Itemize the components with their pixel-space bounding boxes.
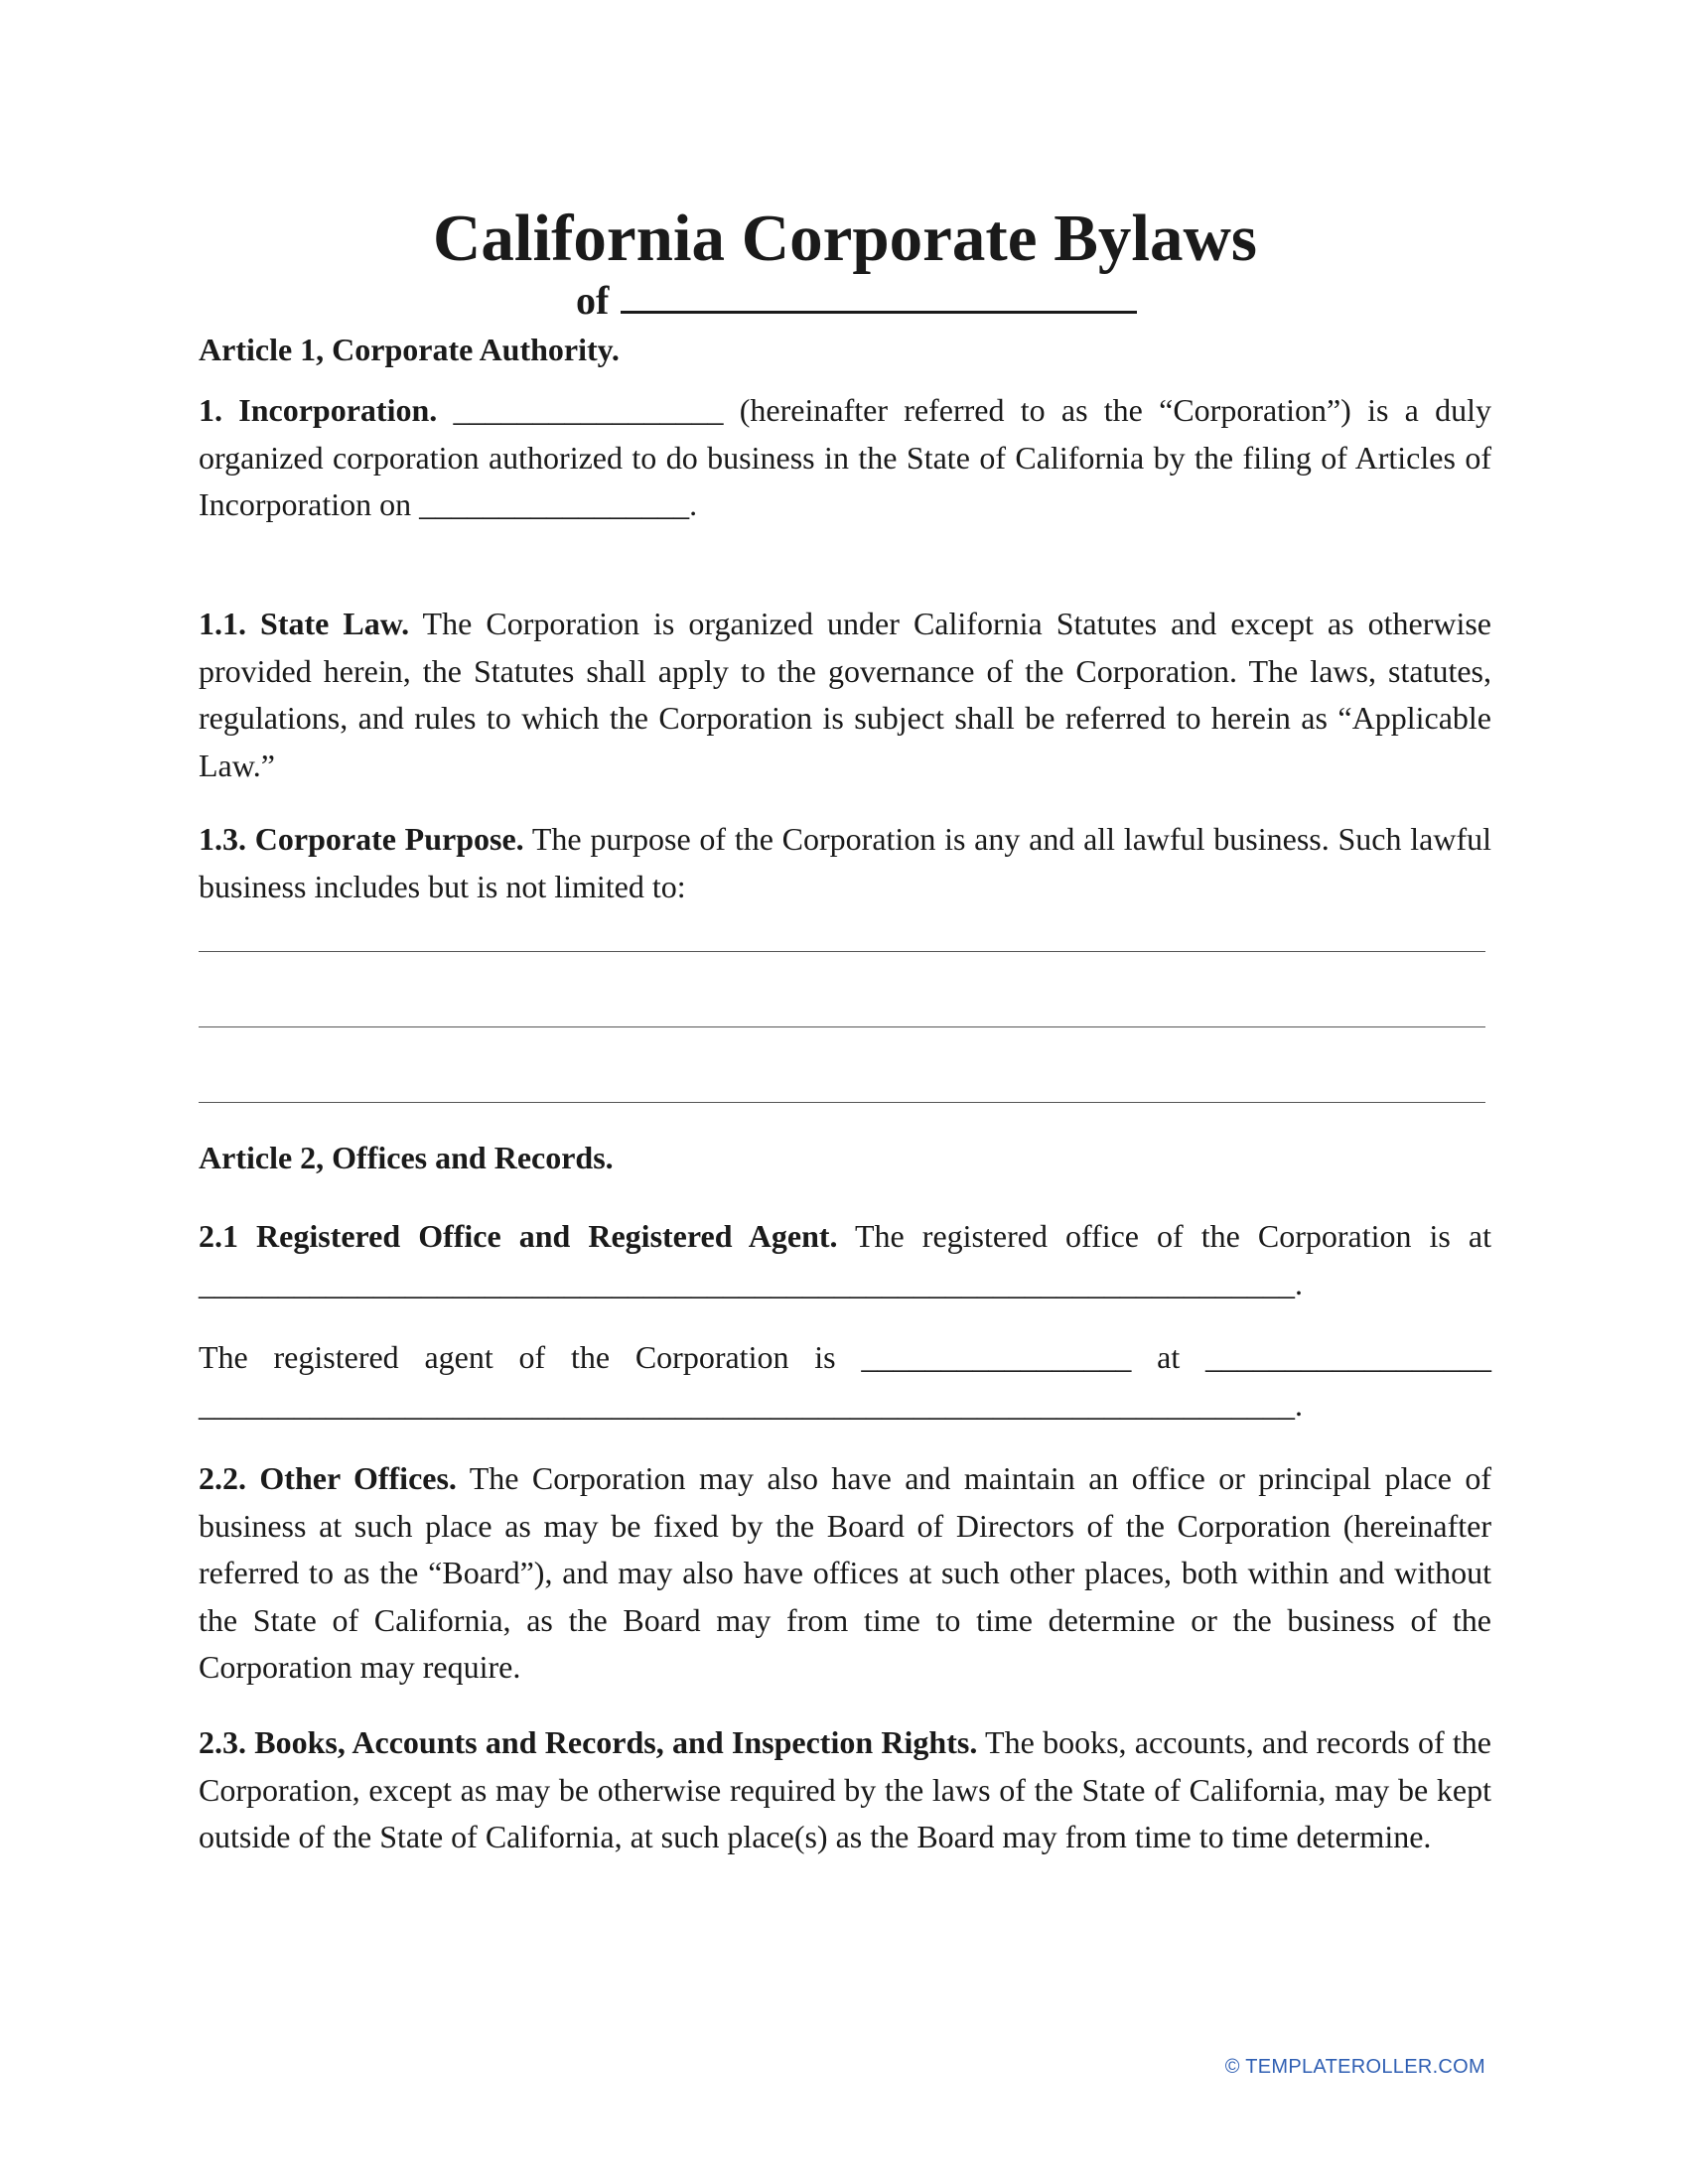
section-2-2-label: 2.2. Other Offices.: [199, 1460, 457, 1496]
article-2-heading: Article 2, Offices and Records.: [199, 1140, 614, 1175]
section-2-3-books-records: [199, 1719, 1491, 1861]
section-2-1-text: The registered office of the Corporation is at _____________________________________________________________________.: [199, 1218, 1492, 1301]
article-1-heading: Article 1, Corporate Authority.: [199, 332, 620, 367]
corporation-name-line: [576, 276, 1137, 326]
section-2-1-label: 2.1 Registered Office and Registered Agent.: [199, 1218, 838, 1254]
document-title: California Corporate Bylaws: [433, 202, 1257, 275]
section-2-2-text: The Corporation may also have and maintain an office or principal place of business at such place as may be fixed by the Board of Directors of the Corporation (hereinafter referred to as the “Board”), and may also have offices at such other places, both within and without the State of California, as the Board may from time to time determine or the business of the Corporation may require.: [199, 1460, 1492, 1685]
copyright-footer: © TEMPLATEROLLER.COM: [1224, 2056, 1485, 2078]
section-1-3-label: 1.3. Corporate Purpose.: [199, 821, 524, 857]
registered-agent-paragraph: The registered agent of the Corporation is _________________ at __________________ _____________________________________________________________________.: [199, 1339, 1491, 1423]
section-2-3-label: 2.3. Books, Accounts and Records, and Inspection Rights.: [199, 1724, 978, 1760]
section-1-1-label: 1.1. State Law.: [199, 606, 410, 641]
section-1-text: _________________ (hereinafter referred to as the “Corporation”) is a duly organized corporation authorized to do business in the State of California by the filing of Articles of Incorporation on _________________.: [199, 392, 1492, 522]
purpose-blank-line-3[interactable]: [199, 1102, 1485, 1103]
section-1-3-text: The purpose of the Corporation is any and all lawful business. Such lawful business includes but is not limited to:: [199, 821, 1492, 904]
section-2-2-other-offices: [199, 1455, 1491, 1692]
section-1-label: 1. Incorporation.: [199, 392, 438, 428]
section-1-1-text: The Corporation is organized under California Statutes and except as otherwise provided herein, the Statutes shall apply to the governance of the Corporation. The laws, statutes, regulations, and rules to which the Corporation is subject shall be referred to herein as “Applicable Law.”: [199, 606, 1492, 783]
document-page: [199, 0, 1491, 2184]
of-label: of: [576, 278, 610, 323]
section-1-incorporation: [199, 387, 1491, 529]
section-2-3-text: The books, accounts, and records of the Corporation, except as may be otherwise required by the laws of the State of California, may be kept outside of the State of California, at such place(s) as the Board may from time to time determine.: [199, 1724, 1491, 1854]
section-1-3-corporate-purpose: [199, 816, 1491, 910]
corporation-name-blank[interactable]: [621, 277, 1137, 314]
purpose-blank-line-2[interactable]: [199, 1026, 1485, 1027]
purpose-blank-line-1[interactable]: [199, 951, 1485, 952]
section-2-1-registered-office: [199, 1213, 1491, 1307]
section-1-1-state-law: [199, 601, 1491, 789]
